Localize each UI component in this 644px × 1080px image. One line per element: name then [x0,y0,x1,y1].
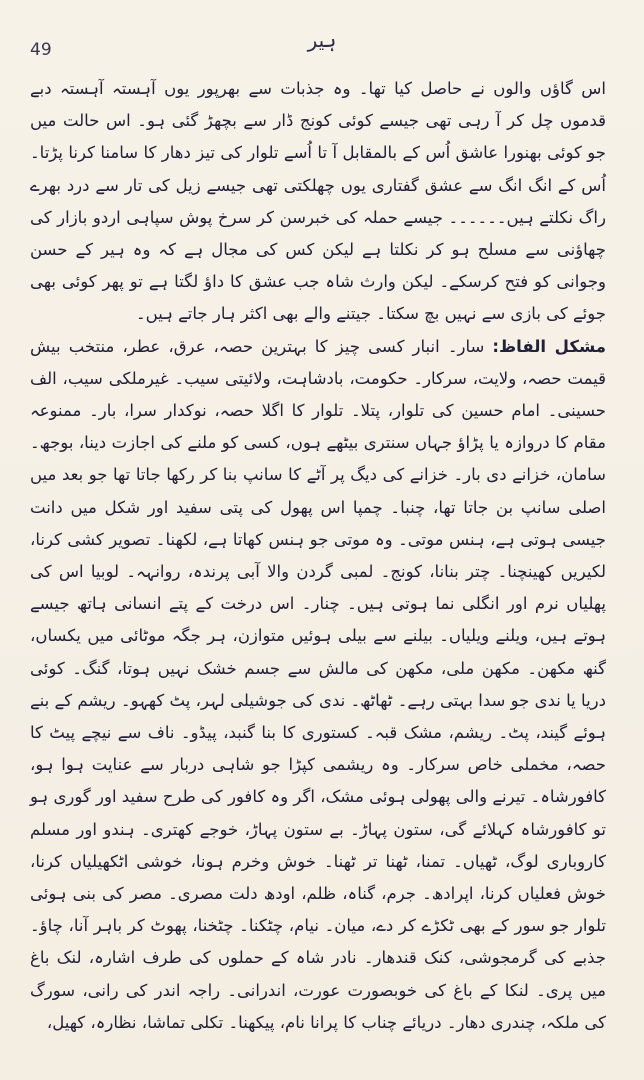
page-body [30,73,606,1039]
running-head: ہیر [307,28,337,52]
glossary-paragraph [30,331,606,1039]
page-number: 49 [30,40,52,60]
glossary-text: سار۔ انبار کسی چیز کا بہترین حصہ، عرق، عطر، منتخب بیش قیمت حصہ، ولایت، سرکار۔ حکومت، بادشاہت، ولائیتی سیب۔ غیرملکی سیب، الف حسینی۔ امام حسین کی تلوار، پتلا۔ تلوار کا اگلا حصہ، نوکدار سرا، بار۔ ممنوعہ مقام کا دروازہ یا پڑاؤ جہاں سنتری بیٹھے ہوں، کسی کو ملنے کی اجازت دینا، بوجھ۔ سامان، خزانے دی بار۔ خزانے کی دیگ پر آٹے کا سانپ بنا کر رکھا جاتا تھا جو بعد میں اصلی سانپ بن جاتا تھا، چنبا۔ چمپا اس پھول کی پتی سفید اور شکل میں دانت جیسی ہوتی ہے، ہنس موتی۔ وہ موتی جو ہنس کھاتا ہے، لکھنا۔ تصویر کشی کرنا، لکیریں کھینچنا۔ چتر بنانا، کونج۔ لمبی گردن والا آبی پرندہ، روانہہ۔ لوبیا اس کی پھلیاں نرم اور انگلی نما ہوتی ہیں۔ چنار۔ اس درخت کے پتے انسانی ہاتھ جیسے ہوتے ہیں، ویلنے ویلیاں۔ بیلنے سے بیلی ہوئیں متوازن، ہر جگہ موٹائی میں یکساں، گنھ مکھن۔ مکھن ملی، مکھن کی مالش سے جسم خشک نہیں ہوتا، گنگ۔ کوئی دریا یا ندی جو سدا بہتی رہے۔ ٹھاٹھ۔ ندی کی جوشیلی لہر، پٹ کھہو۔ ریشم کے بنے ہوئے گیند، پٹ۔ ریشم، مشک قبہ۔ کستوری کا بنا گنبد، پیڈو۔ ناف سے نیچے پیٹ کا حصہ، مخملی خاص سرکار۔ وہ ریشمی کپڑا جو شاہی دربار سے عنایت ہوا ہو، کافورشاہ۔ تیرنے والی پھولی ہوئی مشک، اگر وہ کافور کی طرح سفید اور گوری ہو تو کافورشاہ کہلائے گی، ستون پہاڑ۔ بے ستون پہاڑ، خوجے کھتری۔ ہندو اور مسلم کاروباری لوگ، ٹھیاں۔ تمنا، ٹھنا تر ٹھنا۔ خوش وخرم ہونا، خوشی اٹکھیلیاں کرنا، خوش فعلیاں کرنا، اپرادھ۔ جرم، گناہ، ظلم، اودھ دلت مصری۔ مصر کی بنی ہوئی تلوار جو سور کے بھی ٹکڑے کر دے، میان۔ نیام، چٹکنا۔ چٹخنا، پھوٹ کر باہر آنا، چاؤ۔ جذبے کی گرمجوشی، کنک قندھار۔ نادر شاہ کے حملوں کی طرف اشارہ، لنک باغ میں پری۔ لنکا کے باغ کی خوبصورت عورت، اندرانی۔ راجہ اندر کی رانی، سورگ کی ملکہ، چندری دھار۔ دریائے چناب کا پرانا نام، پیکھنا۔ تکلی تماشا، نظارہ، کھیل، [30,336,606,1032]
glossary-heading: مشکل الفاظ: [492,336,606,356]
story-paragraph: اس گاؤں والوں نے حاصل کیا تھا۔ وہ جذبات سے بھرپور یوں آہستہ آہستہ دبے قدموں چل کر آ رہی تھی جیسے کوئی کونج ڈار سے بچھڑ گئی ہو۔ اس حالت میں جو کوئی بھنورا عاشق اُس کے بالمقابل آ تا اُسے تلوار کی تیز دھار کا سامنا کرنا پڑتا۔ اُس کے انگ انگ سے عشق گفتاری یوں چھلکتی تھی جیسے زیل کی تار سے درد بھرے راگ نکلتے ہیں۔۔۔۔۔۔ جیسے حملہ کی خبرسن کر سرخ پوش سپاہی اردو بازار کی چھاؤنی سے مسلح ہو کر نکلتا ہے لیکن کس کی مجال ہے کہ وہ ہیر کے حسن وجوانی کو فتح کرسکے۔ لیکن وارث شاہ جب عشق کا داؤ لگتا ہے تو پھر کوئی بھی جوئے کی بازی سے نہیں بچ سکتا۔ جیتنے والے بھی اکثر ہار جاتے ہیں۔ [30,79,606,324]
